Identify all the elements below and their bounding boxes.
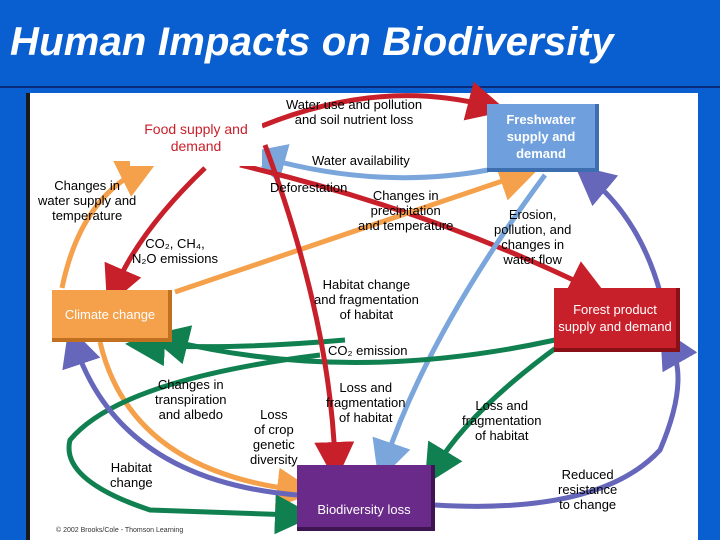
food-supply-label: Food supply and demand — [144, 121, 248, 154]
label-erosion: Erosion, pollution, and changes in water flow — [494, 207, 572, 267]
label-water-availability: Water availability — [312, 153, 410, 168]
label-changes-precipitation: Changes in precipitation and temperature — [358, 188, 454, 233]
label-reduced-resistance: Reduced resistance to change — [558, 467, 618, 512]
label-co2-emission: CO₂ emission — [328, 343, 408, 358]
biodiversity-loss-label: Biodiversity loss — [317, 502, 411, 517]
label-emissions: CO₂, CH₄, N₂O emissions — [132, 236, 218, 266]
freshwater-box — [487, 104, 599, 172]
climate-change-box — [52, 290, 172, 342]
food-supply-box — [130, 110, 262, 166]
freshwater-label: Freshwater supply and demand — [506, 111, 576, 161]
label-loss-fragmentation-center: Loss and fragmentation of habitat — [326, 380, 406, 425]
page-title: Human Impacts on Biodiversity — [10, 20, 614, 64]
copyright-text: © 2002 Brooks/Cole - Thomson Learning — [56, 527, 184, 534]
climate-change-label: Climate change — [64, 306, 156, 322]
forest-product-box — [554, 288, 680, 352]
biodiversity-loss-box — [297, 465, 435, 531]
forest-product-label: Forest product supply and demand — [558, 302, 672, 334]
label-crop-genetic: Loss of crop genetic diversity — [250, 407, 298, 467]
label-transpiration: Changes in transpiration and albedo — [155, 377, 227, 422]
label-habitat-change-fragmentation: Habitat change and fragmentation of habitat — [314, 277, 419, 322]
label-habitat-change: Habitat change — [110, 460, 153, 490]
arrow-forest-to-freshwater — [590, 178, 660, 292]
label-deforestation: Deforestation — [270, 180, 348, 195]
label-loss-fragmentation-right: Loss and fragmentation of habitat — [462, 398, 542, 443]
label-water-use: Water use and pollution and soil nutrient loss — [286, 97, 423, 127]
label-changes-water-supply: Changes in water supply and temperature — [38, 178, 137, 223]
